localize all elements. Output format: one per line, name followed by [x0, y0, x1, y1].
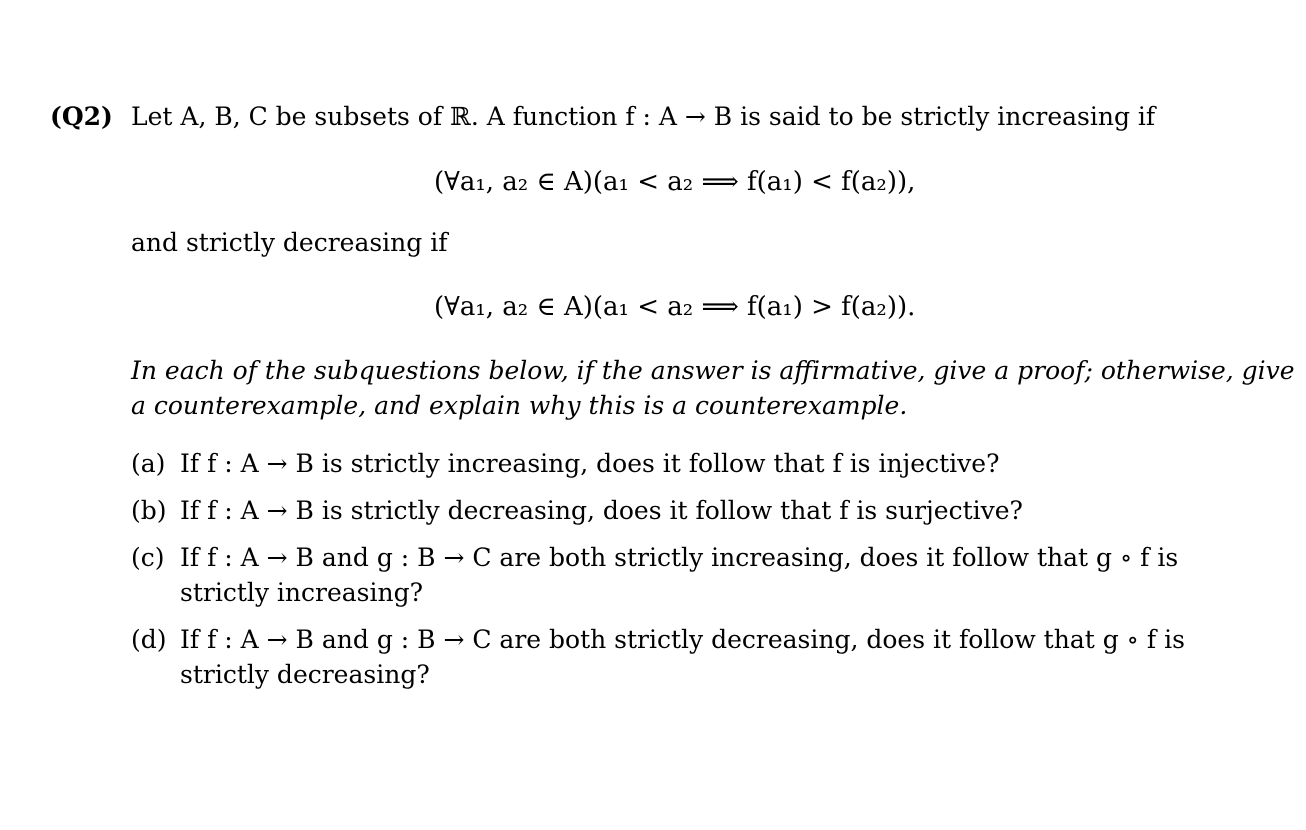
- subquestion-continuation: strictly increasing?: [180, 578, 424, 607]
- increasing-definition: (∀a₁, a₂ ∈ A)(a₁ < a₂ ⟹ f(a₁) < f(a₂)),: [434, 167, 916, 197]
- subquestion-text: If f : A → B and g : B → C are both strictly increasing, does it follow that g ∘ f is: [180, 543, 1179, 572]
- subquestion-text: If f : A → B is strictly increasing, does it follow that f is injective?: [180, 449, 1000, 478]
- subquestion-continuation: strictly decreasing?: [180, 660, 430, 689]
- subquestion-tag: (b): [131, 496, 167, 525]
- instruction-line-1: In each of the subquestions below, if the answer is affirmative, give a proof; otherwise, give: [131, 356, 1295, 385]
- subquestion-tag: (a): [131, 449, 166, 478]
- instructions: [131, 353, 1295, 423]
- decreasing-intro: and strictly decreasing if: [131, 228, 448, 257]
- instruction-line-2: a counterexample, and explain why this is a counterexample.: [131, 391, 908, 420]
- decreasing-definition: (∀a₁, a₂ ∈ A)(a₁ < a₂ ⟹ f(a₁) > f(a₂)).: [434, 292, 916, 322]
- subquestion-tag: (d): [131, 625, 167, 654]
- question-intro: Let A, B, C be subsets of ℝ. A function f : A → B is said to be strictly increasing if: [131, 102, 1156, 131]
- subquestion-text: If f : A → B is strictly decreasing, does it follow that f is surjective?: [180, 496, 1023, 525]
- question-label: (Q2): [50, 102, 113, 131]
- subquestion-tag: (c): [131, 543, 165, 572]
- subquestion-text: If f : A → B and g : B → C are both strictly decreasing, does it follow that g ∘ f is: [180, 625, 1185, 654]
